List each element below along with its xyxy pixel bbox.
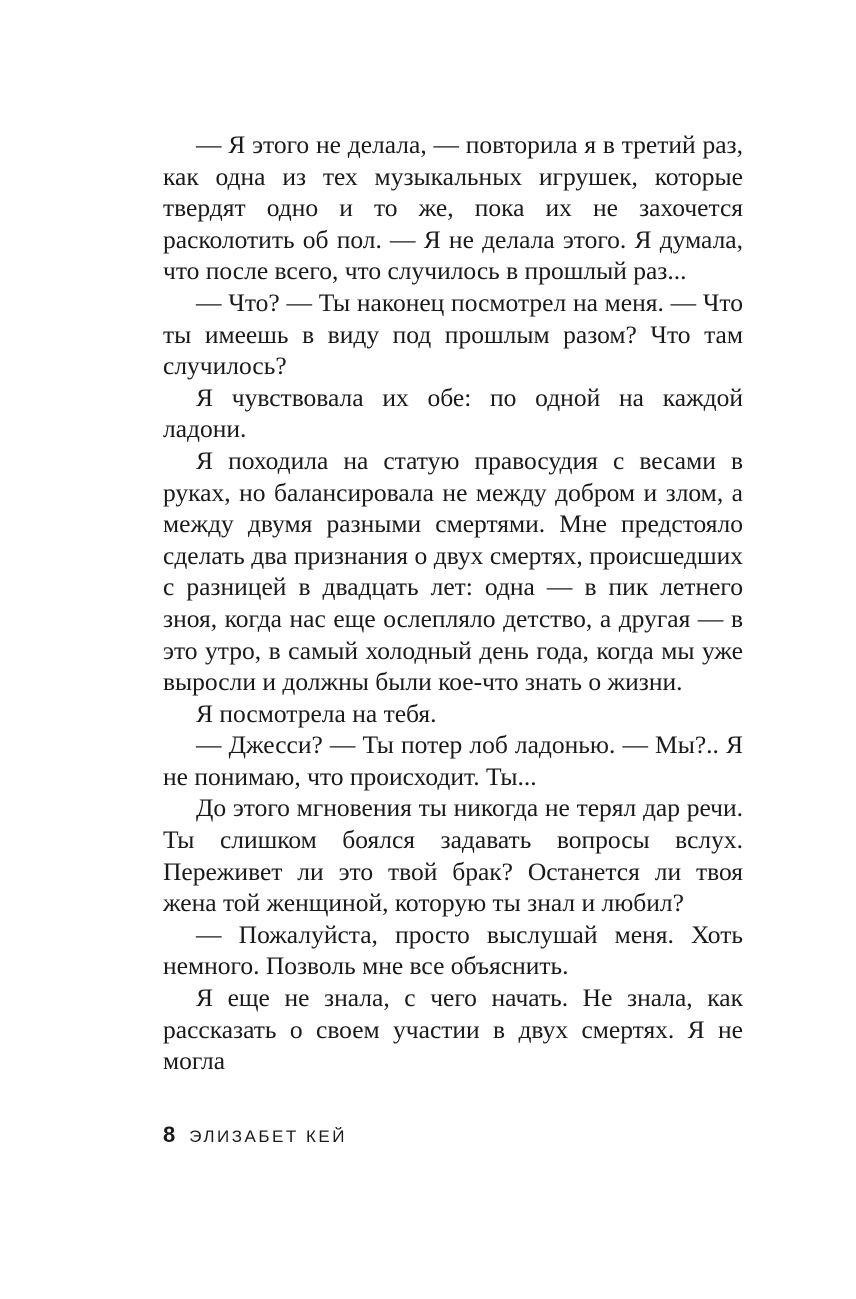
paragraph: — Джесси? — Ты потер лоб ладонью. — Мы?.. Я не понимаю, что происходит. Ты... — [163, 730, 743, 791]
paragraph: Я посмотрела на тебя. — [196, 698, 437, 728]
paragraph: — Что? — Ты наконец посмотрел на меня. — Что ты имеешь в виду под прошлым разом? Что там случилось? — [163, 287, 743, 381]
paragraph: — Я этого не делала, — повторила я в третий раз, как одна из тех музыкальных игрушек, которые твердят одно и то же, пока их не захочется расколотить об пол. — Я не делала этого. Я думала, что после всего, что случилось в прошлый раз... — [163, 130, 743, 286]
paragraph: Я еще не знала, с чего начать. Не знала, как рассказать о своем участии в двух смертях. Я не могла — [163, 983, 743, 1076]
paragraph: До этого мгновения ты никогда не терял дар речи. Ты слишком боялся задавать вопросы вслух. Переживет ли это твой брак? Останется ли твоя жена той женщиной, которую ты знал и любил? — [163, 793, 743, 918]
paragraph: Я походила на статую правосудия с весами в руках, но балансировала не между добром и злом, а между двумя разными смертями. Мне предстояло сделать два признания о двух смертях, происшедших с разницей в двадцать лет: одна — в пик летнего зноя, когда нас еще ослепляло детство, а другая — в это утро, в самый холодный день года, когда мы уже выросли и должны были кое-что знать о жизни. — [163, 445, 743, 697]
running-head-author: ЭЛИЗАБЕТ КЕЙ — [189, 1127, 347, 1146]
paragraph: — Пожалуйста, просто выслушай меня. Хоть немного. Позволь мне все объяснить. — [163, 919, 743, 981]
paragraph: Я чувствовала их обе: по одной на каждой ладони. — [163, 382, 743, 444]
body-text — [163, 129, 743, 1077]
page-number: 8 — [163, 1122, 176, 1147]
page-footer — [163, 1122, 347, 1148]
